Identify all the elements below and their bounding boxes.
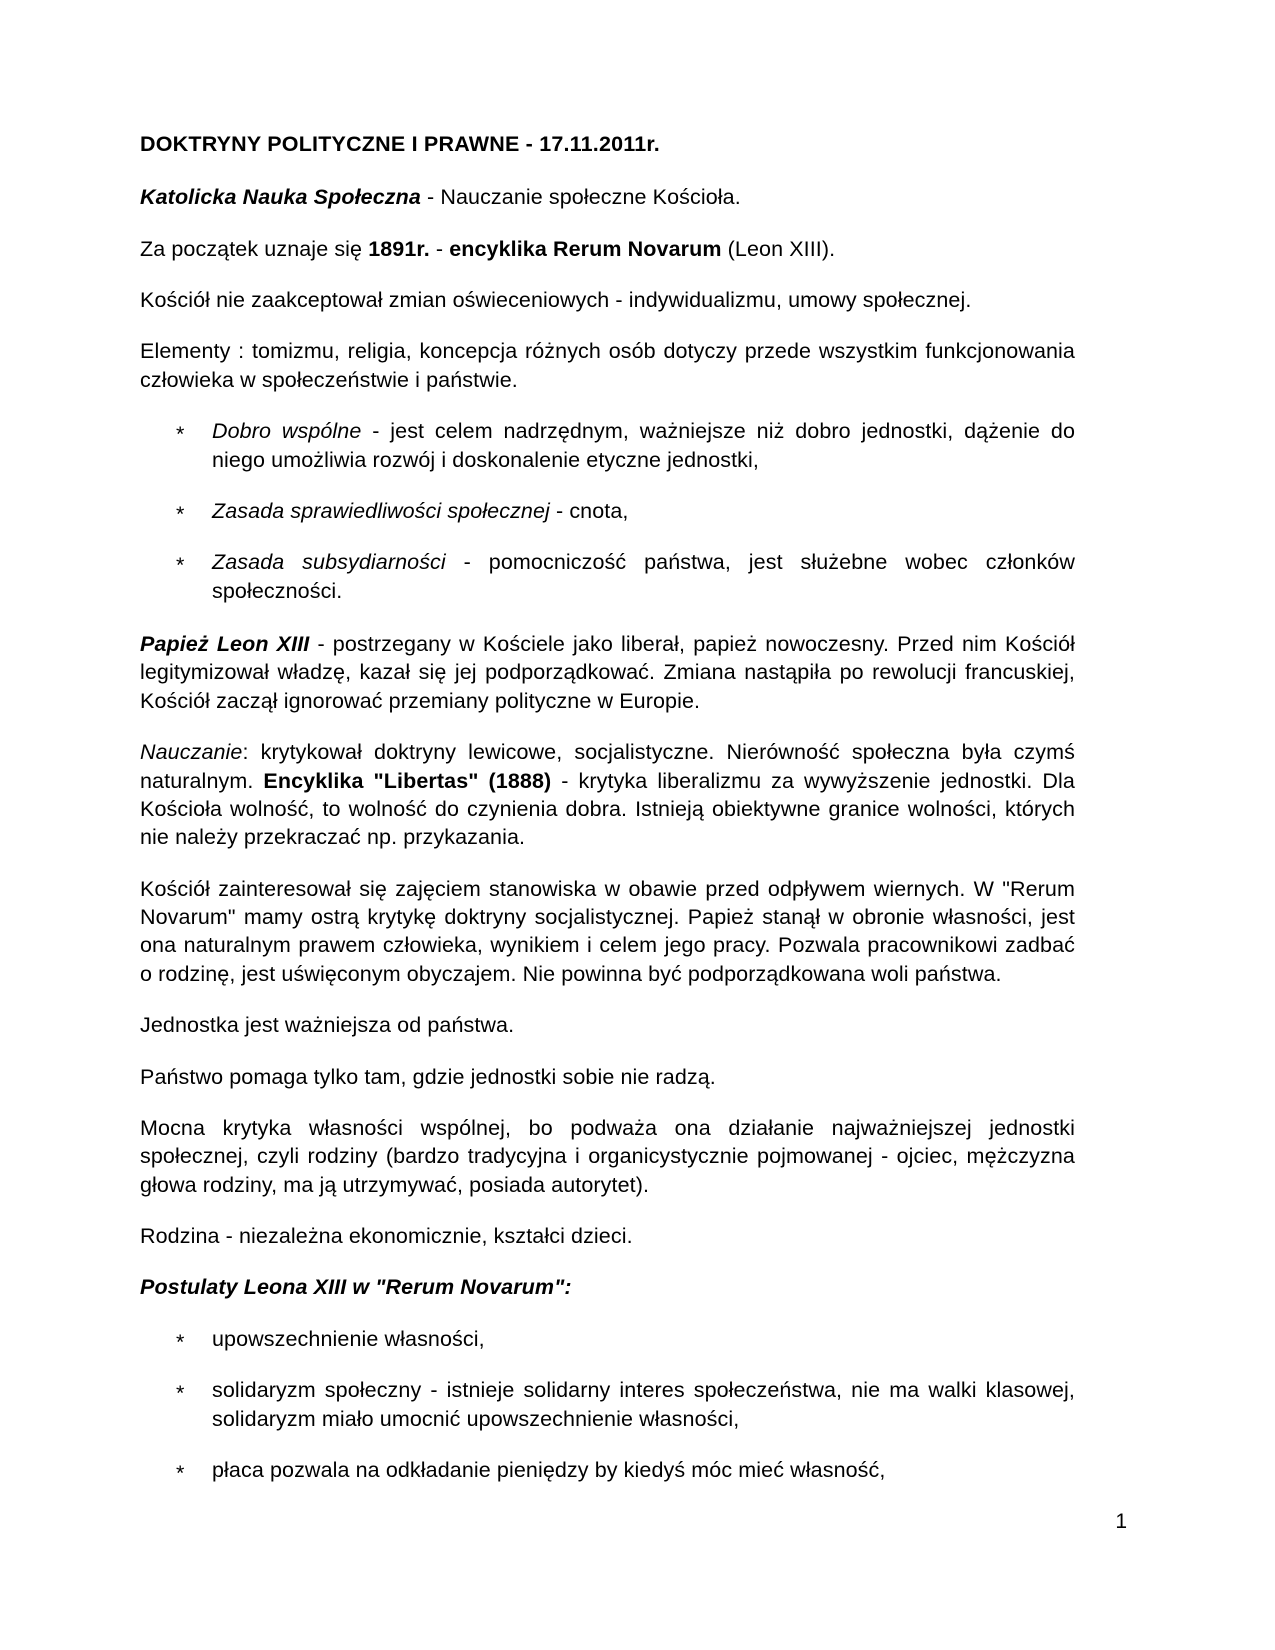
list-item-term: Dobro wspólne <box>212 419 362 444</box>
nauczanie-text-part-2: - krytyka liberalizmu za wywyższenie jednostki. Dla Kościoła wolność, to wolność do czynienia dobra. Istnieją obiektywne granice wolności, których nie należy przekraczać np. przykazania. <box>140 768 1075 850</box>
list-item <box>140 1456 1075 1484</box>
term-katolicka-nauka-spoleczna: Katolicka Nauka Społeczna <box>140 185 421 210</box>
list-item <box>140 1376 1075 1433</box>
paragraph-rodzina: Rodzina - niezależna ekonomicznie, kształci dzieci. <box>140 1224 633 1249</box>
term-papiez-leon-xiii: Papież Leon XIII <box>140 632 310 657</box>
term-nauczanie: Nauczanie <box>140 740 243 765</box>
encyclical-rerum-novarum: encyklika Rerum Novarum <box>449 236 722 261</box>
bullet-asterisk-icon: * <box>176 553 185 578</box>
bullet-asterisk-icon: * <box>176 501 185 526</box>
list-item <box>140 497 1075 525</box>
year-1891: 1891r. <box>368 236 430 261</box>
list-item-text: - cnota, <box>549 498 629 523</box>
paragraph-papiez-leon-xiii <box>140 630 1075 715</box>
heading-postulaty <box>140 1273 1075 1301</box>
paragraph-za-poczatek <box>140 235 1075 263</box>
document-body <box>140 132 1075 1507</box>
list-item-text: upowszechnienie własności, <box>212 1326 485 1351</box>
list-item-term: Zasada sprawiedliwości społecznej <box>212 498 550 523</box>
page-number: 1 <box>1115 1510 1127 1533</box>
paragraph-jednostka: Jednostka jest ważniejsza od państwa. <box>140 1013 515 1038</box>
bullet-asterisk-icon: * <box>176 422 185 447</box>
paragraph-elementy: Elementy : tomizmu, religia, koncepcja różnych osób dotyczy przede wszystkim funkcjonowania człowieka w społeczeństwie i państwie. <box>140 339 1075 392</box>
papiez-leon-text: - postrzegany w Kościele jako liberał, papież nowoczesny. Przed nim Kościół legitymizował władzę, kazał się jej podporządkować. Zmiana nastąpiła po rewolucji francuskiej, Kościół zaczął ignorować przemiany polityczne w Europie. <box>140 632 1075 713</box>
list-item-text: - pomocniczość państwa, jest służebne wobec członków społeczności. <box>212 550 1075 603</box>
nauczanie-text-part-1: : krytykował doktryny lewicowe, socjalistyczne. Nierówność społeczna była czymś naturalnym. <box>140 740 1075 793</box>
list-item <box>140 417 1075 474</box>
elementy-bullet-list <box>140 417 1075 605</box>
paragraph-mocna-krytyka: Mocna krytyka własności wspólnej, bo podważa ona działanie najważniejszej jednostki społecznej, czyli rodziny (bardzo tradycyjna i organicystycznie pojmowanej - ojciec, mężczyzna głowa rodziny, ma ją utrzymywać, posiada autorytet). <box>140 1115 1075 1197</box>
bullet-asterisk-icon: * <box>176 1460 185 1485</box>
term-kns-definition: - Nauczanie społeczne Kościoła. <box>420 185 741 210</box>
paragraph-panstwo-pomaga: Państwo pomaga tylko tam, gdzie jednostki sobie nie radzą. <box>140 1064 716 1089</box>
list-item <box>140 1325 1075 1353</box>
bullet-asterisk-icon: * <box>176 1381 185 1406</box>
heading-postulaty-text: Postulaty Leona XIII w "Rerum Novarum": <box>140 1275 572 1300</box>
list-item-text: płaca pozwala na odkładanie pieniędzy by kiedyś móc mieć własność, <box>212 1457 886 1482</box>
postulaty-bullet-list <box>140 1325 1075 1485</box>
list-item-text: - jest celem nadrzędnym, ważniejsze niż dobro jednostki, dążenie do niego umożliwia rozwój i doskonalenie etyczne jednostki, <box>212 419 1076 472</box>
list-item-term: Zasada subsydiarności <box>212 550 446 575</box>
bullet-asterisk-icon: * <box>176 1329 185 1354</box>
list-item <box>140 548 1075 605</box>
list-item-text: solidaryzm społeczny - istnieje solidarny interes społeczeństwa, nie ma walki klasowej, solidaryzm miało umocnić upowszechnienie własności, <box>212 1378 1075 1431</box>
paragraph-katolicka-nauka-spoleczna <box>140 183 1075 211</box>
za-poczatek-separator: - <box>429 236 450 261</box>
page-title: DOKTRYNY POLITYCZNE I PRAWNE - 17.11.2011r. <box>140 132 660 156</box>
paragraph-nauczanie <box>140 738 1075 852</box>
za-poczatek-suffix: (Leon XIII). <box>721 236 836 261</box>
encyclical-libertas: Encyklika "Libertas" (1888) <box>263 768 552 793</box>
paragraph-kosciol-zmiany: Kościół nie zaakceptował zmian oświeceniowych - indywidualizmu, umowy społecznej. <box>140 288 972 313</box>
paragraph-zainteresowanie: Kościół zainteresował się zajęciem stanowiska w obawie przed odpływem wiernych. W "Rerum Novarum" mamy ostrą krytykę doktryny socjalistycznej. Papież stanął w obronie własności, jest ona naturalnym prawem człowieka, wynikiem i celem jego pracy. Pozwala pracownikowi zadbać o rodzinę, jest uświęconym obyczajem. Nie powinna być podporządkowana woli państwa. <box>140 876 1075 986</box>
za-poczatek-prefix: Za początek uznaje się <box>140 236 369 261</box>
